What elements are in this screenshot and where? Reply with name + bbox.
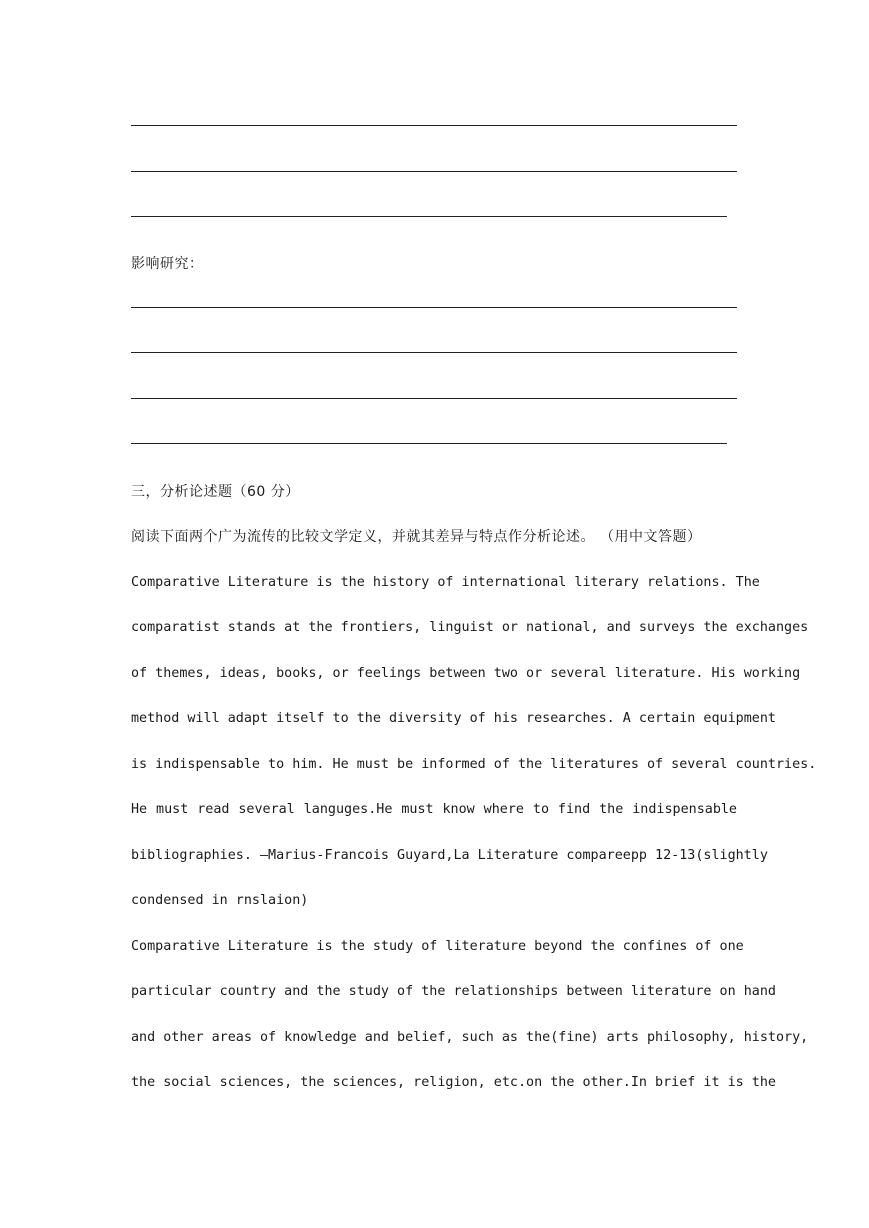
section-three-heading: 三，分析论述题（60 分） — [131, 484, 300, 500]
passage1-line: condensed in rnslaion) — [131, 893, 309, 908]
passage1-line: of themes, ideas, books, or feelings between two or several literature. His working — [131, 666, 801, 681]
answer-blank-line — [131, 125, 737, 126]
passage1-line: method will adapt itself to the diversity of his researches. A certain equipment — [131, 711, 776, 726]
passage1-line: is indispensable to him. He must be informed of the literatures of several countries. — [131, 757, 817, 772]
passage2-line: Comparative Literature is the study of literature beyond the confines of one — [131, 939, 744, 954]
answer-blank-line — [131, 216, 727, 217]
answer-blank-line — [131, 171, 737, 172]
answer-blank-line — [131, 307, 737, 308]
passage1-line: bibliographies. —Marius-Francois Guyard,La Literature compareepp 12-13(slightly — [131, 848, 768, 863]
passage1-line: Comparative Literature is the history of international literary relations. The — [131, 575, 760, 590]
passage2-line: particular country and the study of the relationships between literature on hand — [131, 984, 776, 999]
question-instruction: 阅读下面两个广为流传的比较文学定义，并就其差异与特点作分析论述。 （用中文答题） — [131, 529, 702, 545]
answer-blank-line — [131, 352, 737, 353]
passage2-line: the social sciences, the sciences, religion, etc.on the other.In brief it is the — [131, 1075, 776, 1090]
passage2-line: and other areas of knowledge and belief, such as the(fine) arts philosophy, history, — [131, 1030, 809, 1045]
passage1-line: He must read several languges.He must know where to find the indispensable — [131, 802, 737, 817]
answer-blank-line — [131, 398, 737, 399]
influence-study-heading: 影响研究： — [131, 256, 204, 272]
answer-blank-line — [131, 443, 727, 444]
passage1-line: comparatist stands at the frontiers, linguist or national, and surveys the exchanges — [131, 620, 809, 635]
